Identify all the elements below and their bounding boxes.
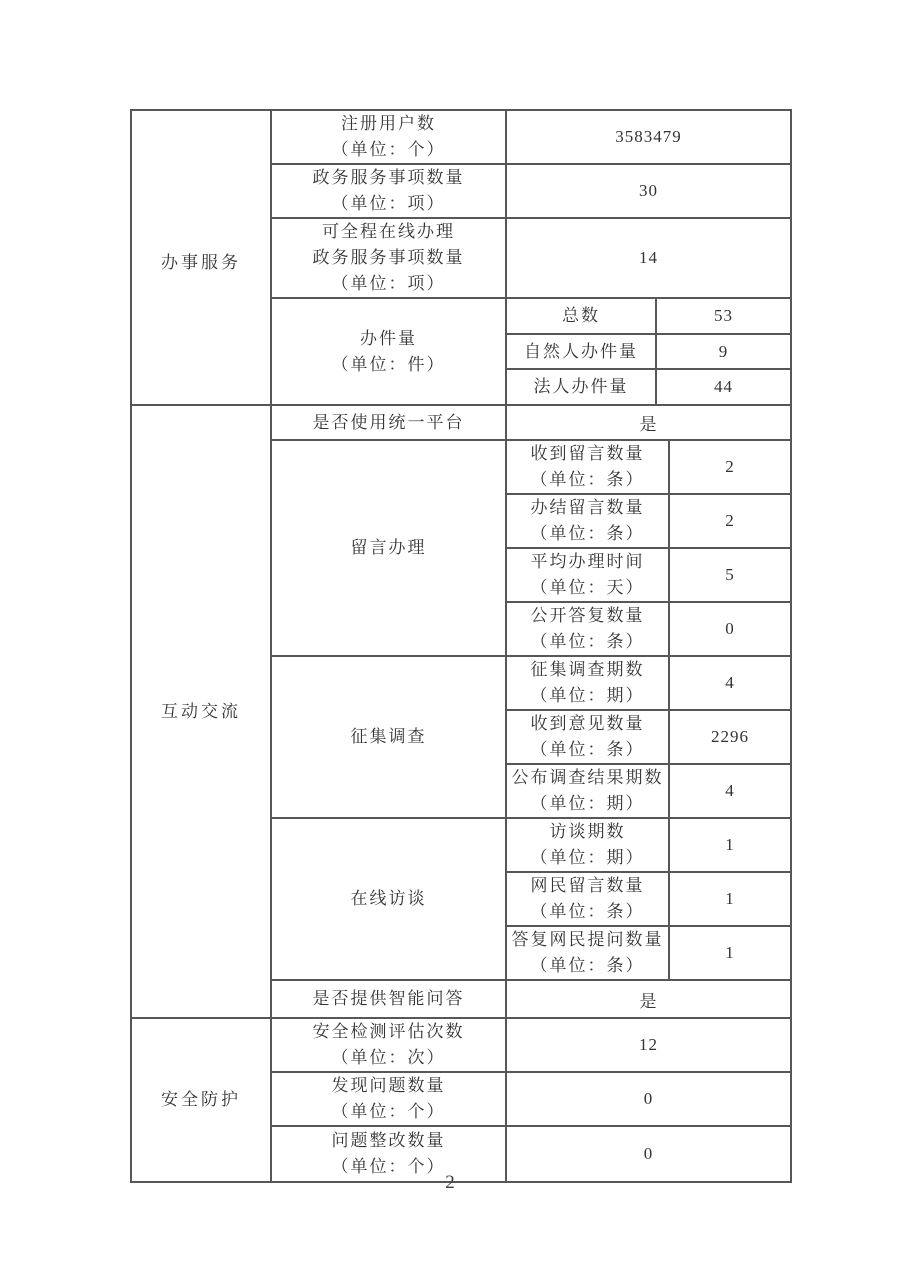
value-cell-messages-resolved: 2 [669, 494, 791, 548]
subitem-label-line: 答复网民提问数量 [511, 930, 664, 949]
subitem-label-line: 办结留言数量 [530, 498, 645, 517]
subitem-unit-line: （单位：条） [530, 902, 645, 921]
value-cell-natural-person: 9 [656, 334, 791, 369]
subitem-unit-line: （单位：条） [530, 632, 645, 651]
group-cell-zhengji-diaocha [271, 656, 506, 818]
group-label-line: 征集调查 [350, 727, 427, 746]
value-cell-problems-rectified: 0 [506, 1126, 791, 1182]
subitem-label-line: 征集调查期数 [530, 660, 645, 679]
category-cell-banshi-fuwu [131, 110, 271, 405]
subitem-label-line: 平均办理时间 [530, 552, 645, 571]
subitem-cell-messages-resolved [506, 494, 669, 548]
report-table [130, 109, 792, 1183]
subitem-cell-total [506, 298, 656, 334]
value-cell-questions-answered: 1 [669, 926, 791, 980]
subitem-label-line: 公开答复数量 [530, 606, 645, 625]
item-cell-security-assessments [271, 1018, 506, 1072]
subitem-label-line: 访谈期数 [549, 822, 626, 841]
item-label-line: 是否提供智能问答 [312, 989, 465, 1008]
subitem-label-line: 收到留言数量 [530, 444, 645, 463]
item-cell-service-items [271, 164, 506, 218]
value-cell-netizen-messages: 1 [669, 872, 791, 926]
subitem-cell-public-replies [506, 602, 669, 656]
group-label-line: 留言办理 [350, 538, 427, 557]
category-label: 互动交流 [161, 701, 241, 721]
category-label: 办事服务 [161, 252, 241, 272]
subitem-cell-natural-person [506, 334, 656, 369]
item-cell-problems-found [271, 1072, 506, 1126]
value-cell-online-service-items: 14 [506, 218, 791, 298]
item-label-line: 是否使用统一平台 [312, 412, 465, 432]
subitem-label-line: 网民留言数量 [530, 876, 645, 895]
group-cell-liuyan-banli [271, 440, 506, 656]
category-cell-hudong-jiaoliu [131, 405, 271, 1018]
value-cell-registered-users: 3583479 [506, 110, 791, 164]
value-cell-unified-platform: 是 [506, 405, 791, 440]
category-cell-anquan-fanghu [131, 1018, 271, 1182]
item-label-line: 发现问题数量 [331, 1076, 446, 1095]
subitem-unit-line: （单位：条） [530, 524, 645, 543]
value-cell-total: 53 [656, 298, 791, 334]
page-number: 2 [445, 1172, 455, 1193]
subitem-cell-netizen-messages [506, 872, 669, 926]
item-label-line: 注册用户数 [341, 114, 436, 133]
item-label-line: 可全程在线办理 [322, 222, 455, 241]
subitem-unit-line: （单位：期） [530, 794, 645, 813]
item-label-line: 政务服务事项数量 [312, 248, 465, 267]
subitem-label-line: 自然人办件量 [524, 341, 638, 361]
subitem-cell-avg-handle-time [506, 548, 669, 602]
subitem-label-line: 法人办件量 [533, 377, 629, 396]
item-label-line: 安全检测评估次数 [312, 1022, 465, 1041]
item-cell-smart-qa [271, 980, 506, 1018]
category-label: 安全防护 [161, 1090, 241, 1109]
value-cell-results-published: 4 [669, 764, 791, 818]
group-label-line: 在线访谈 [350, 889, 427, 908]
value-cell-security-assessments: 12 [506, 1018, 791, 1072]
subitem-cell-messages-received [506, 440, 669, 494]
value-cell-legal-person: 44 [656, 369, 791, 405]
item-label-line: 问题整改数量 [331, 1131, 446, 1150]
subitem-cell-questions-answered [506, 926, 669, 980]
item-cell-unified-platform [271, 405, 506, 440]
value-cell-messages-received: 2 [669, 440, 791, 494]
subitem-unit-line: （单位：条） [530, 740, 645, 759]
group-label-line: 办件量 [360, 328, 417, 348]
item-unit-line: （单位：个） [331, 140, 446, 159]
group-cell-zaixian-fangtan [271, 818, 506, 980]
value-cell-avg-handle-time: 5 [669, 548, 791, 602]
item-unit-line: （单位：项） [331, 274, 446, 293]
subitem-cell-results-published [506, 764, 669, 818]
item-unit-line: （单位：次） [331, 1048, 446, 1067]
subitem-label-line: 总数 [562, 306, 600, 325]
subitem-cell-opinions-received [506, 710, 669, 764]
subitem-unit-line: （单位：期） [530, 848, 645, 867]
subitem-unit-line: （单位：期） [530, 686, 645, 705]
subitem-unit-line: （单位：天） [530, 578, 645, 597]
value-cell-survey-periods: 4 [669, 656, 791, 710]
group-cell-banjianliang [271, 298, 506, 405]
value-cell-problems-found: 0 [506, 1072, 791, 1126]
subitem-cell-interview-periods [506, 818, 669, 872]
value-cell-interview-periods: 1 [669, 818, 791, 872]
subitem-unit-line: （单位：条） [530, 956, 645, 975]
group-unit-line: （单位：件） [331, 354, 446, 374]
item-unit-line: （单位：项） [331, 194, 446, 213]
item-cell-online-service-items [271, 218, 506, 298]
value-cell-service-items: 30 [506, 164, 791, 218]
subitem-unit-line: （单位：条） [530, 470, 645, 489]
subitem-label-line: 收到意见数量 [530, 714, 645, 733]
item-cell-registered-users [271, 110, 506, 164]
value-cell-opinions-received: 2296 [669, 710, 791, 764]
item-unit-line: （单位：个） [331, 1102, 446, 1121]
item-unit-line: （单位：个） [331, 1157, 446, 1176]
subitem-cell-legal-person [506, 369, 656, 405]
value-cell-public-replies: 0 [669, 602, 791, 656]
item-label-line: 政务服务事项数量 [312, 168, 465, 187]
subitem-label-line: 公布调查结果期数 [511, 768, 664, 787]
value-cell-smart-qa: 是 [506, 980, 791, 1018]
subitem-cell-survey-periods [506, 656, 669, 710]
